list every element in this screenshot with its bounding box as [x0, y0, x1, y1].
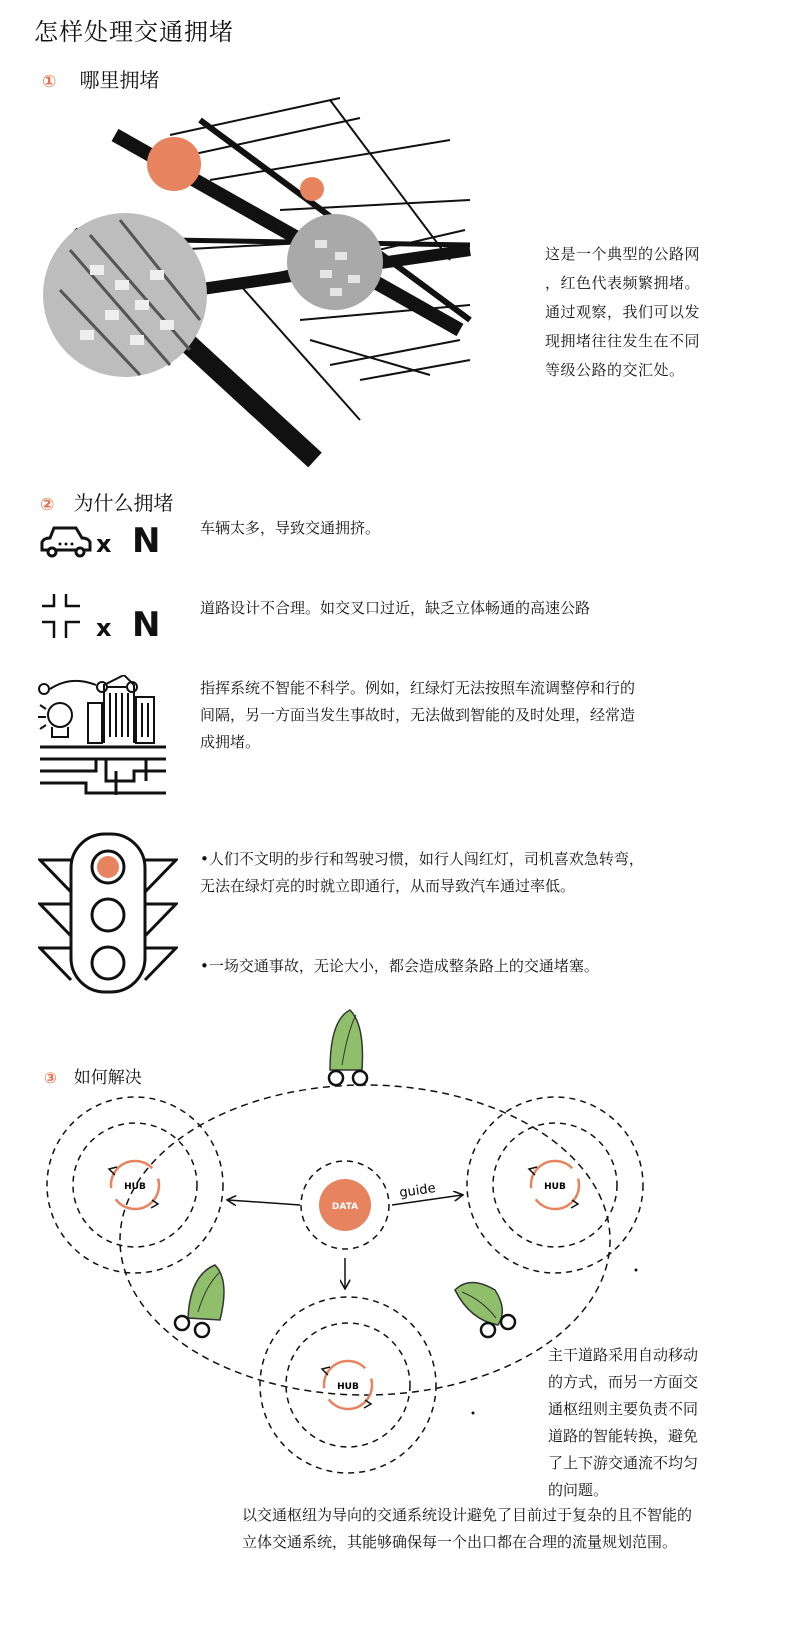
multiplier-n-2: N [132, 605, 161, 645]
traffic-photo-large [43, 213, 207, 377]
hub-right-label: HUB [544, 1182, 566, 1192]
vehicle-left [175, 1265, 224, 1337]
section1-number: ① [42, 72, 57, 92]
hub-bottom-label: HUB [337, 1382, 359, 1392]
section2-header [40, 487, 174, 516]
red-light [97, 856, 119, 878]
multiplier-x-2: x [96, 614, 112, 642]
smart-city-icon [36, 675, 171, 800]
section3-number: ③ [44, 1069, 57, 1087]
section1-label: 哪里拥堵 [79, 68, 160, 92]
traffic-light-icon [38, 832, 178, 997]
congestion-marker-large [147, 137, 201, 191]
section2-label: 为什么拥堵 [73, 491, 174, 515]
section3-right-text: 主干道路采用自动移动 的方式，而另一方面交 通枢纽则主要负责不同 道路的智能转换，避免 了上下游交通流不均匀 的问题。 [548, 1346, 699, 1499]
hub-left-label: HUB [124, 1182, 146, 1192]
reason-4-text: •人们不文明的步行和驾驶习惯，如行人闯红灯，司机喜欢急转弯， 无法在绿灯亮的时就立即通行，从而导致汽车通过率低。 [200, 850, 644, 895]
road-network-illustration [30, 90, 500, 470]
section2-number: ② [40, 495, 55, 515]
crossroad-icon [36, 592, 96, 642]
reason-3-text: 指挥系统不智能不科学。例如，红绿灯无法按照车流调整停和行的 间隔，另一方面当发生事故时，无法做到智能的及时处理，经常造 成拥堵。 [200, 679, 636, 751]
multiplier-x-1: x [96, 530, 112, 558]
hub-bottom [260, 1297, 436, 1473]
vehicle-top [329, 1010, 367, 1085]
multiplier-n-1: N [132, 521, 161, 561]
data-label: DATA [331, 1202, 359, 1212]
reason-5-text: •一场交通事故，无论大小，都会造成整条路上的交通堵塞。 [200, 957, 599, 975]
arrow-to-left-hub [228, 1200, 300, 1205]
guide-label: guide [398, 1181, 437, 1201]
page-title: 怎样处理交通拥堵 [34, 18, 234, 46]
congestion-marker-small [300, 177, 324, 201]
section1-header [42, 64, 160, 93]
reason-1-text: 车辆太多，导致交通拥挤。 [200, 519, 381, 537]
section3-bottom-text: 以交通枢纽为导向的交通系统设计避免了目前过于复杂的且不智能的 立体交通系统，其能够确保每一个出口都在合理的流量规划范围。 [242, 1506, 693, 1551]
vehicle-right [455, 1283, 515, 1338]
reason-2-text: 道路设计不合理。如交叉口过近，缺乏立体畅通的高速公路 [200, 599, 591, 617]
hub-left [47, 1097, 223, 1273]
section3-label: 如何解决 [73, 1068, 142, 1088]
data-center [301, 1161, 389, 1249]
section1-description: 这是一个典型的公路网 ，红色代表频繁拥堵。 通过观察，我们可以发 现拥堵往往发生在不同 等级公路的交汇处。 [545, 245, 701, 379]
hub-right [467, 1097, 643, 1273]
